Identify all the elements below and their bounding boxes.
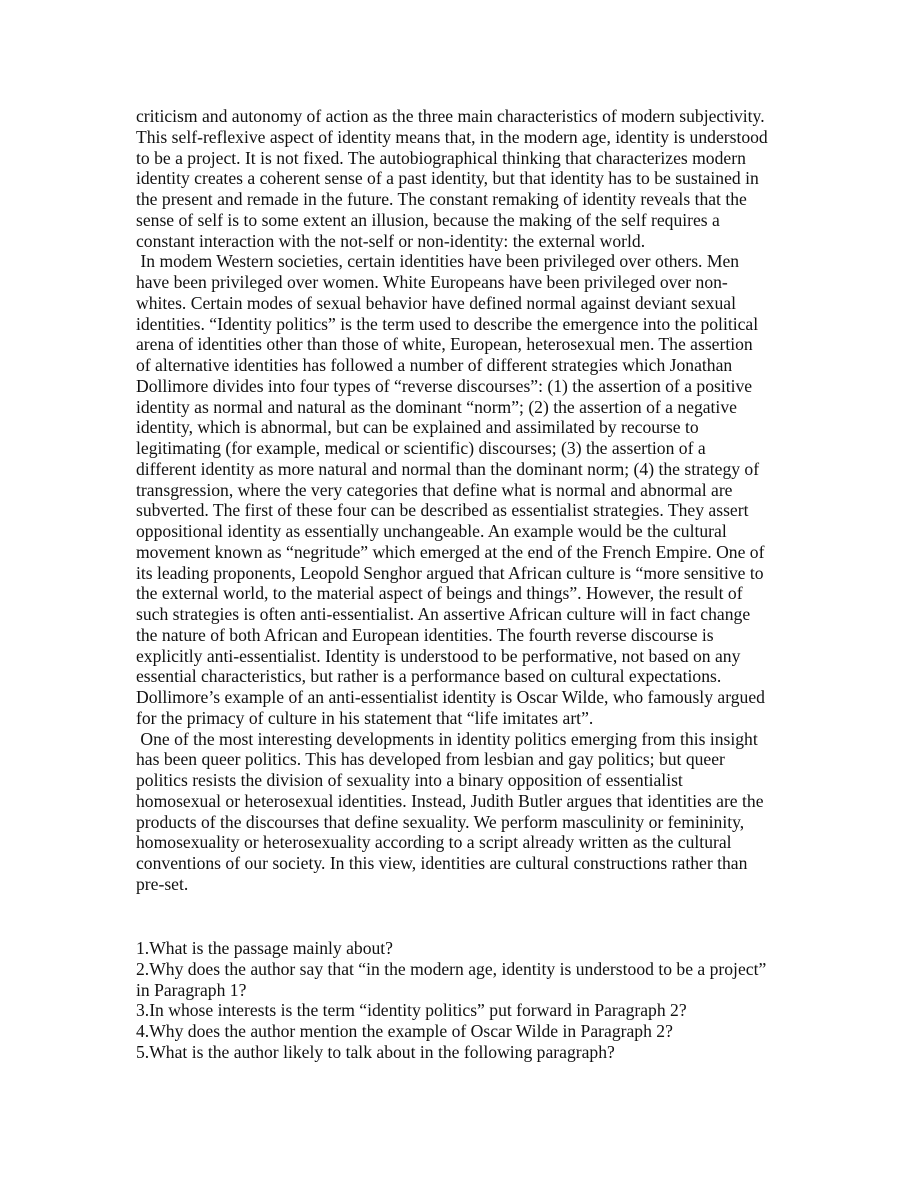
paragraph-2-line: essential characteristics, but rather is a performance based on cultural expectations.	[136, 666, 722, 687]
paragraph-1-line: sense of self is to some extent an illusion, because the making of the self requires a	[136, 209, 720, 230]
paragraph-3-line: pre-set.	[136, 873, 189, 894]
paragraph-2-line: such strategies is often anti-essentialist. An assertive African culture will in fact change	[136, 604, 751, 624]
paragraph-1	[136, 106, 796, 251]
paragraph-3-line: has been queer politics. This has developed from lesbian and gay politics; but queer	[136, 749, 725, 770]
paragraph-2-line: Dollimore divides into four types of “reverse discourses”: (1) the assertion of a positive	[136, 375, 753, 396]
paragraph-2-line: the nature of both African and European identities. The fourth reverse discourse is	[136, 624, 714, 645]
paragraph-3-line: homosexual or heterosexual identities. Instead, Judith Butler argues that identities are the	[136, 790, 764, 811]
paragraph-3	[136, 729, 796, 895]
paragraph-2-line: Dollimore’s example of an anti-essentialist identity is Oscar Wilde, who famously argued	[136, 687, 765, 707]
question-item: 5.What is the author likely to talk about in the following paragraph?	[136, 1041, 615, 1062]
paragraph-2-line: oppositional identity as essentially unchangeable. An example would be the cultural	[136, 521, 727, 541]
paragraph-1-line: constant interaction with the not-self or non-identity: the external world.	[136, 230, 646, 251]
question-item: 3.In whose interests is the term “identity politics” put forward in Paragraph 2?	[136, 1000, 687, 1021]
paragraph-2-line: transgression, where the very categories that define what is normal and abnormal are	[136, 479, 733, 500]
paragraph-2-line: identity, which is abnormal, but can be explained and assimilated by recourse to	[136, 417, 699, 438]
question-list	[136, 938, 796, 1063]
paragraph-1-line: identity creates a coherent sense of a past identity, but that identity has to be sustained in	[136, 168, 759, 189]
paragraph-3-line: politics resists the division of sexuality into a binary opposition of essentialist	[136, 770, 683, 790]
passage	[136, 106, 796, 895]
paragraph-2-line: identity as normal and natural as the dominant “norm”; (2) the assertion of a negative	[136, 396, 737, 417]
question-item: 2.Why does the author say that “in the modern age, identity is understood to be a project”	[136, 958, 767, 979]
paragraph-3-line: homosexuality or heterosexuality according to a script already written as the cultural	[136, 832, 732, 853]
paragraph-2-line: legitimating (for example, medical or scientific) discourses; (3) the assertion of a	[136, 438, 706, 458]
paragraph-3-line: conventions of our society. In this view, identities are cultural constructions rather than	[136, 853, 748, 873]
paragraph-3-line: One of the most interesting developments in identity politics emerging from this insight	[136, 728, 758, 749]
paragraph-3-line: products of the discourses that define sexuality. We perform masculinity or femininity,	[136, 811, 745, 832]
paragraph-2-line: movement known as “negritude” which emerged at the end of the French Empire. One of	[136, 541, 765, 562]
question-item-continued: in Paragraph 1?	[136, 979, 247, 1000]
paragraph-2-line: the external world, to the material aspect of beings and things”. However, the result of	[136, 583, 743, 604]
paragraph-2-line: for the primacy of culture in his statement that “life imitates art”.	[136, 707, 594, 728]
paragraph-1-line: This self-reflexive aspect of identity means that, in the modern age, identity is understood	[136, 126, 768, 147]
paragraph-2-line: whites. Certain modes of sexual behavior have defined normal against deviant sexual	[136, 292, 736, 313]
paragraph-2	[136, 251, 796, 728]
paragraph-2-line: its leading proponents, Leopold Senghor argued that African culture is “more sensitive to	[136, 562, 764, 583]
question-item: 4.Why does the author mention the example of Oscar Wilde in Paragraph 2?	[136, 1021, 673, 1041]
question-item: 1.What is the passage mainly about?	[136, 938, 393, 958]
paragraph-2-line: arena of identities other than those of white, European, heterosexual men. The assertion	[136, 334, 753, 355]
paragraph-2-line: In modem Western societies, certain identities have been privileged over others. Men	[136, 251, 740, 272]
paragraph-2-line: different identity as more natural and normal than the dominant norm; (4) the strategy of	[136, 458, 760, 479]
paragraph-1-line: to be a project. It is not fixed. The autobiographical thinking that characterizes modern	[136, 147, 746, 168]
paragraph-2-line: have been privileged over women. White Europeans have been privileged over non-	[136, 272, 728, 292]
paragraph-2-line: identities. “Identity politics” is the term used to describe the emergence into the political	[136, 313, 759, 334]
paragraph-2-line: of alternative identities has followed a number of different strategies which Jonathan	[136, 355, 733, 375]
paragraph-1-line: the present and remade in the future. The constant remaking of identity reveals that the	[136, 189, 747, 209]
paragraph-2-line: explicitly anti-essentialist. Identity is understood to be performative, not based on any	[136, 645, 741, 666]
paragraph-2-line: subverted. The first of these four can be described as essentialist strategies. They assert	[136, 500, 749, 521]
paragraph-1-line: criticism and autonomy of action as the three main characteristics of modern subjectivity.	[136, 106, 765, 126]
